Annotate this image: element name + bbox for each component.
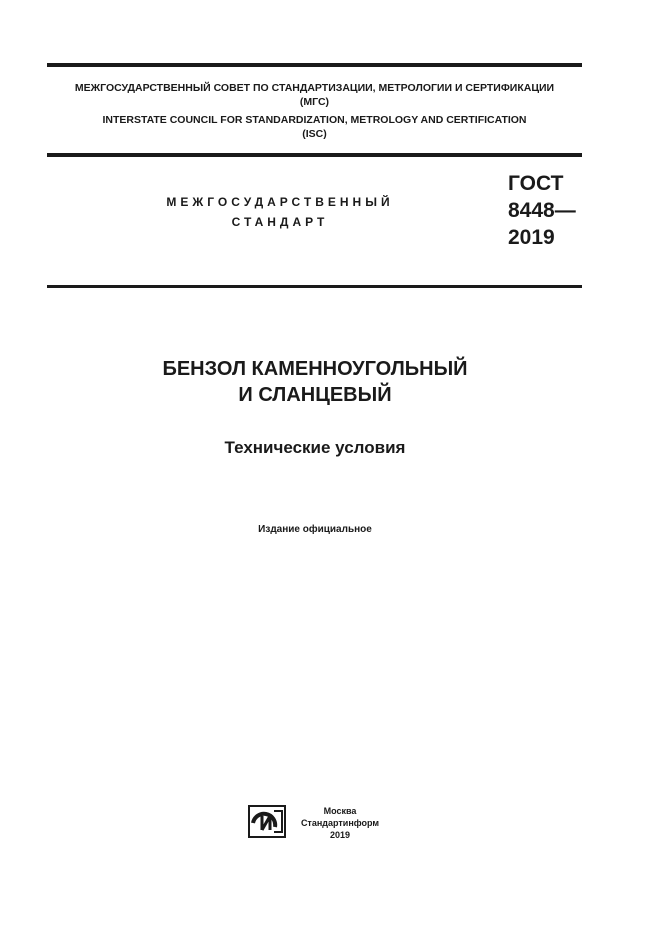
standard-type-line1: МЕЖГОСУДАРСТВЕННЫЙ [166,195,394,209]
council-ru-name: МЕЖГОСУДАРСТВЕННЫЙ СОВЕТ ПО СТАНДАРТИЗАЦИИ, МЕТРОЛОГИИ И СЕРТИФИКАЦИИ [74,82,555,94]
council-ru [47,81,582,109]
gost-label: ГОСТ [508,172,564,195]
title-line1: БЕНЗОЛ КАМЕННОУГОЛЬНЫЙ [162,358,468,380]
council-en-abbr: (ISC) [302,128,327,140]
council-ru-abbr: (МГС) [299,96,330,108]
council-en-name: INTERSTATE COUNCIL FOR STANDARDIZATION, METROLOGY AND CERTIFICATION [102,114,527,126]
publisher-name: Стандартинформ [300,818,380,828]
gost-year: 2019 [508,226,555,249]
standartinform-logo-icon [248,805,286,838]
standard-type-line2: СТАНДАРТ [231,215,329,229]
publisher-year: 2019 [329,830,351,840]
standard-type [120,192,440,232]
edition-note: Издание официальное [258,524,372,535]
council-en [47,113,582,141]
publisher-city: Москва [323,806,357,816]
top-rule [47,63,582,67]
document-subtitle: Технические условия [224,438,406,457]
publisher-block [295,805,385,841]
designation-rule [47,285,582,288]
gost-number: 8448— [508,199,576,222]
title-line2: И СЛАНЦЕВЫЙ [238,384,392,406]
header-rule [47,153,582,157]
document-title [80,356,550,408]
gost-designation [508,170,576,251]
